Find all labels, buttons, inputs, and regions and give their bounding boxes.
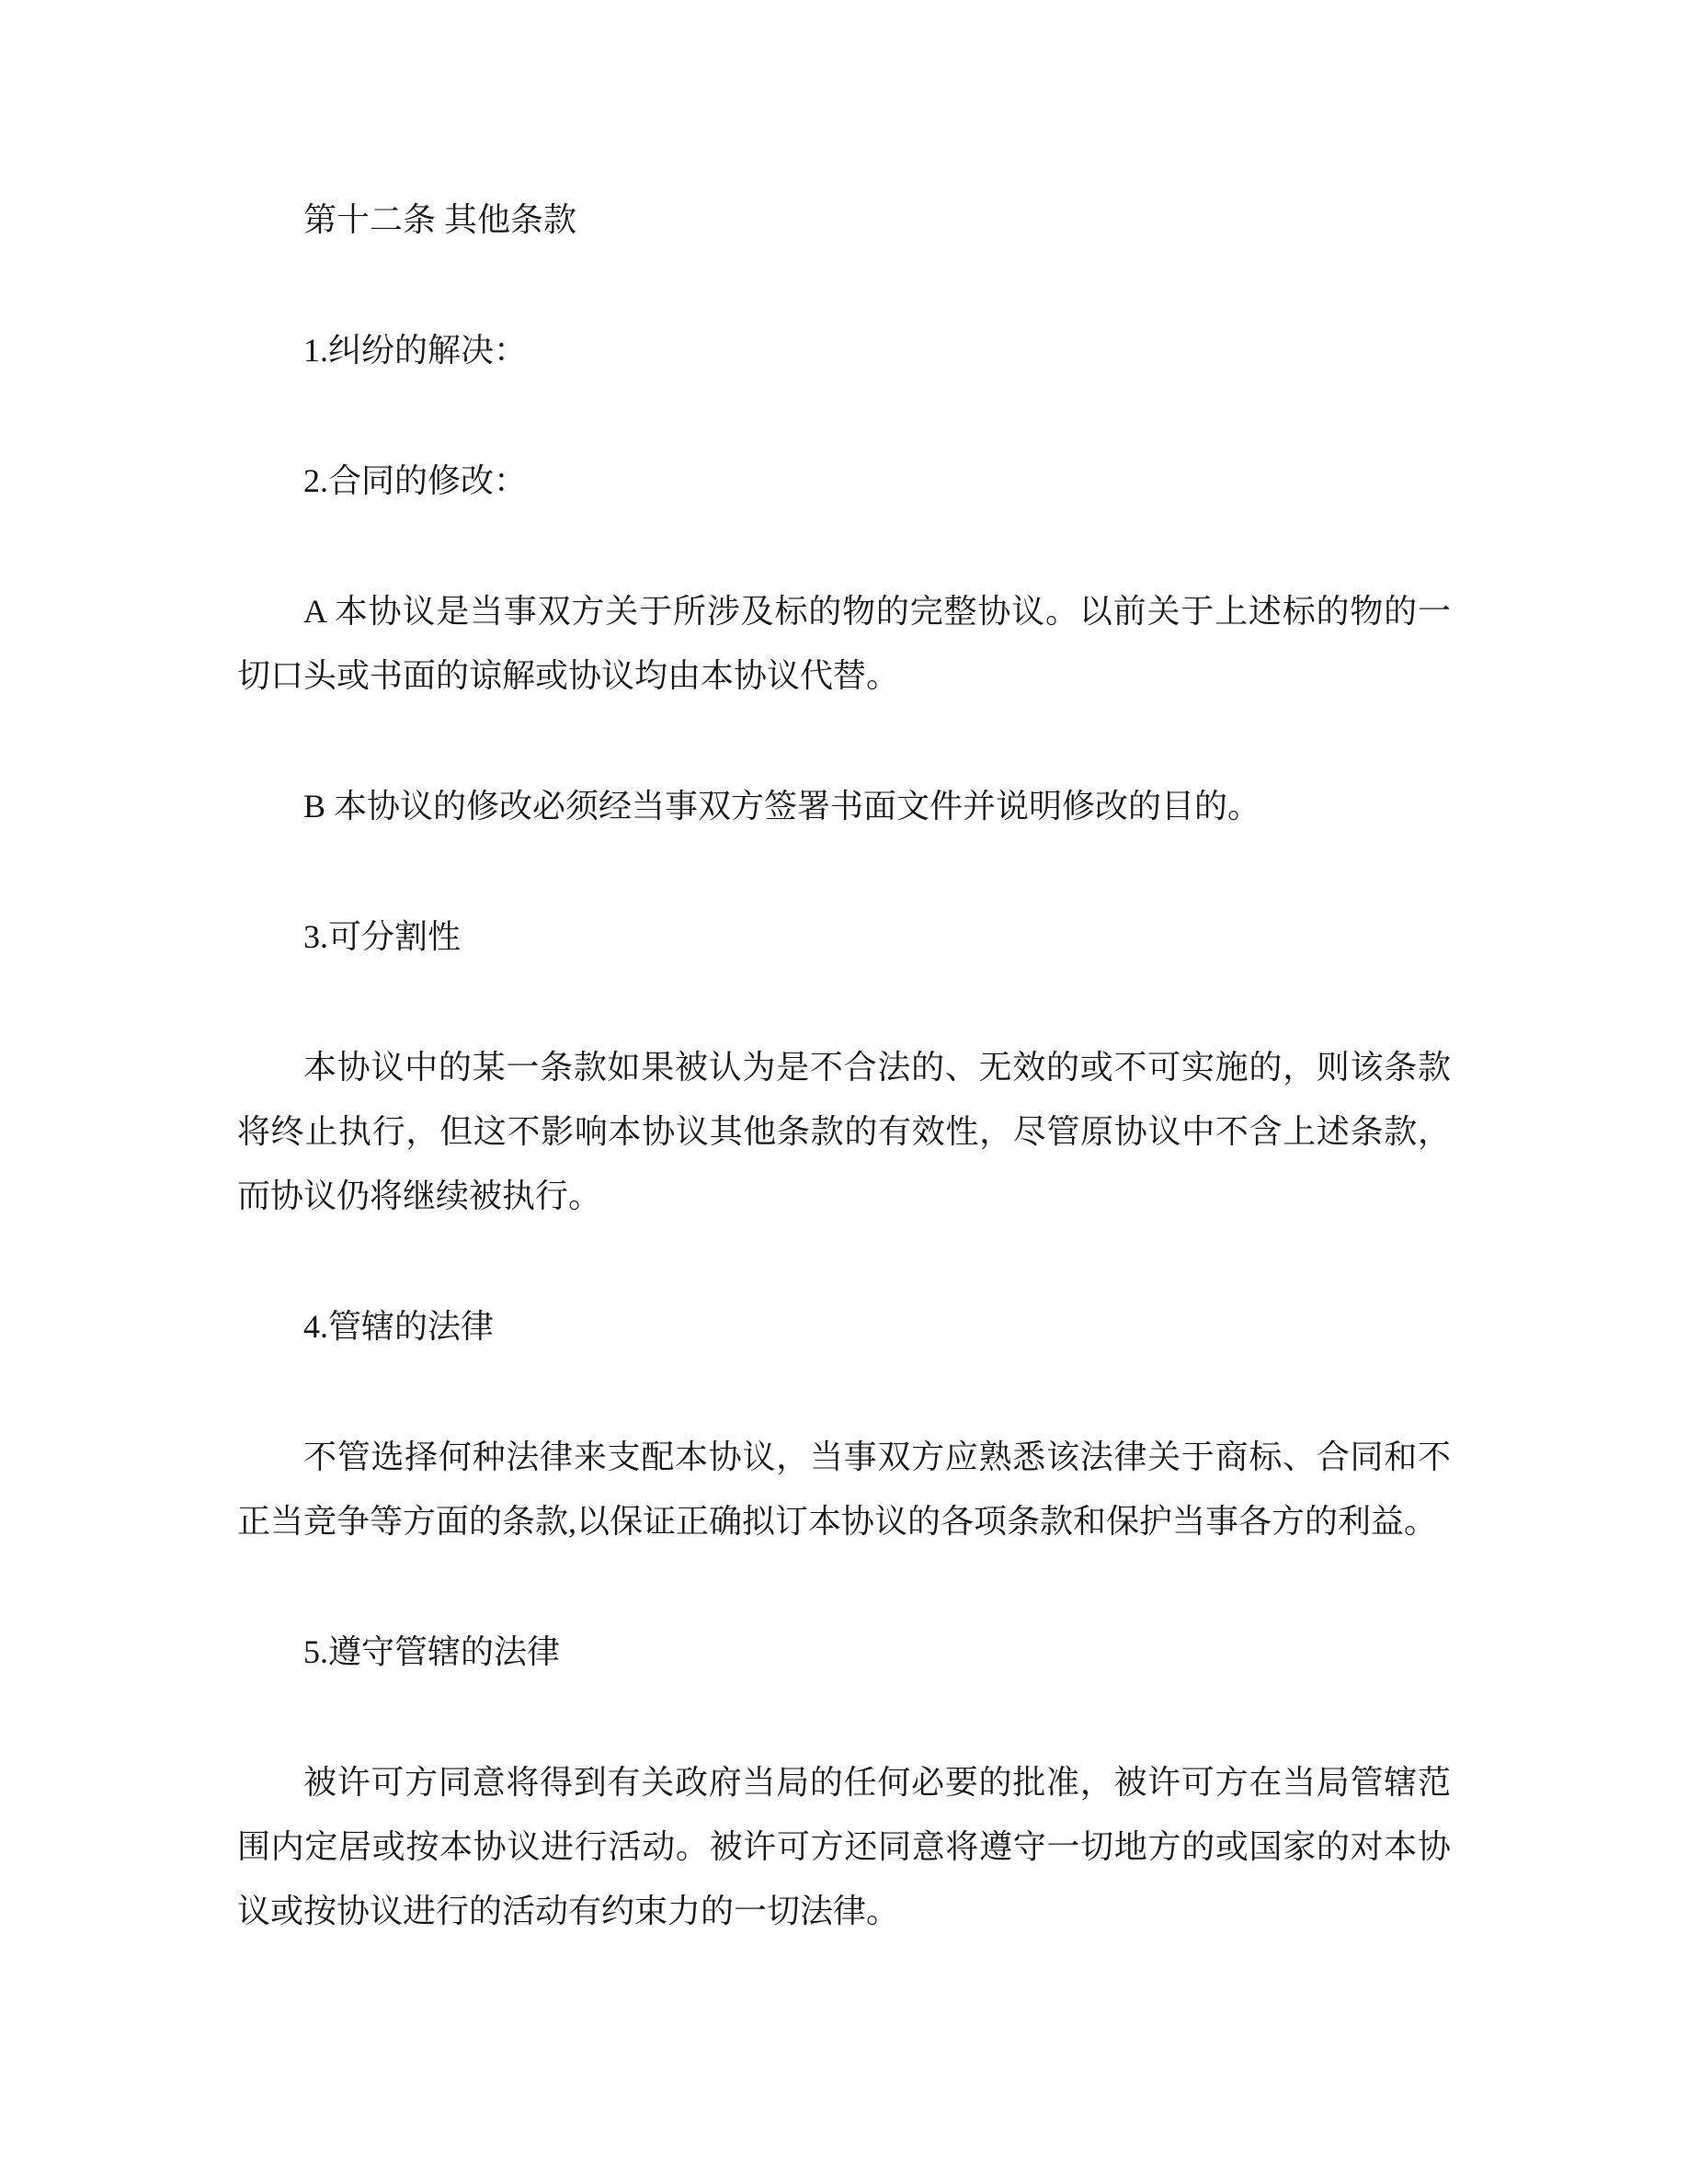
item-3-severability-heading: 3.可分割性 <box>303 918 462 955</box>
item-5-compliance-heading: 5.遵守管辖的法律 <box>303 1633 561 1670</box>
item-4-governing-law-body: 不管选择何种法律来支配本协议，当事双方应熟悉该法律关于商标、合同和不正当竞争等方面的条款,以保证正确拟订本协议的各项条款和保护当事各方的利益。 <box>237 1439 1451 1540</box>
clause-2a-entire-agreement: A 本协议是当事双方关于所涉及标的物的完整协议。以前关于上述标的物的一切口头或书面的谅解或协议均由本协议代替。 <box>237 593 1451 694</box>
item-3-severability-body: 本协议中的某一条款如果被认为是不合法的、无效的或不可实施的，则该条款将终止执行，但这不影响本协议其他条款的有效性，尽管原协议中不含上述条款，而协议仍将继续被执行。 <box>237 1049 1451 1214</box>
clause-2b-written-amendment: B 本协议的修改必须经当事双方签署书面文件并说明修改的目的。 <box>303 788 1261 825</box>
item-1-dispute-resolution-heading: 1.纠纷的解决： <box>303 332 528 369</box>
section-heading-article-12: 第十二条 其他条款 <box>303 201 577 238</box>
item-5-compliance-body: 被许可方同意将得到有关政府当局的任何必要的批准，被许可方在当局管辖范围内定居或按本协议进行活动。被许可方还同意将遵守一切地方的或国家的对本协议或按协议进行的活动有约束力的一切法律。 <box>237 1764 1451 1929</box>
item-4-governing-law-heading: 4.管辖的法律 <box>303 1308 495 1345</box>
item-2-contract-amendment-heading: 2.合同的修改： <box>303 462 528 499</box>
